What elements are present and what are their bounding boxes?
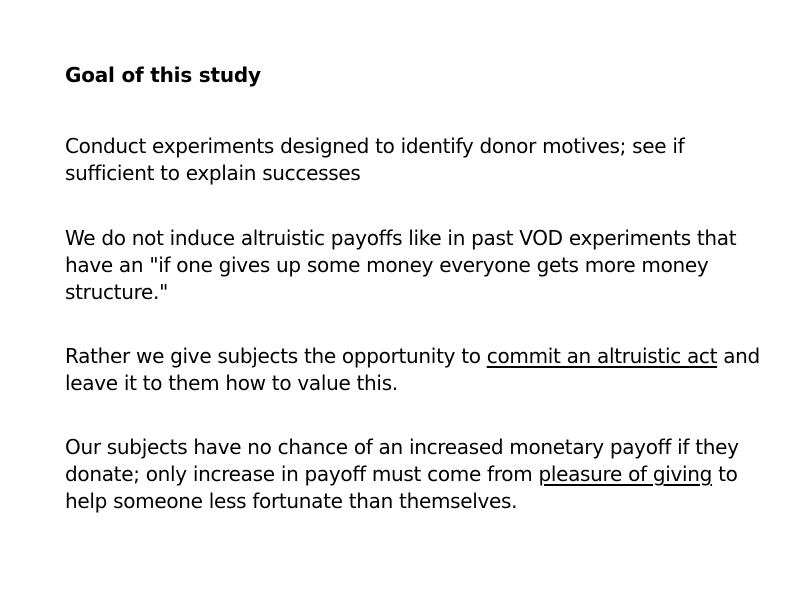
underlined-phrase: commit an altruistic act [486,344,718,368]
paragraph-text-after: to help someone less fortunate than themselves. [65,462,738,513]
slide-title: Goal of this study [65,63,261,87]
paragraph-study-purpose [65,133,765,187]
paragraph-text: We do not induce altruistic payoffs like in past VOD experiments that have an "if one gives up some money everyone gets more money structure." [65,226,737,304]
paragraph-no-altruistic-payoffs [65,225,765,306]
paragraph-text-before: Our subjects have no chance of an increased monetary payoff if they donate; only increase in payoff must come from [65,435,739,486]
paragraph-text-before: Rather we give subjects the opportunity to [65,344,487,368]
paragraph-text-after: and leave it to them how to value this. [65,344,760,395]
paragraph-text: Conduct experiments designed to identify donor motives; see if sufficient to explain successes [65,134,685,185]
paragraph-altruistic-act [65,343,765,397]
underlined-phrase: pleasure of giving [538,462,713,486]
paragraph-pleasure-of-giving [65,434,765,515]
slide-content [65,62,765,513]
